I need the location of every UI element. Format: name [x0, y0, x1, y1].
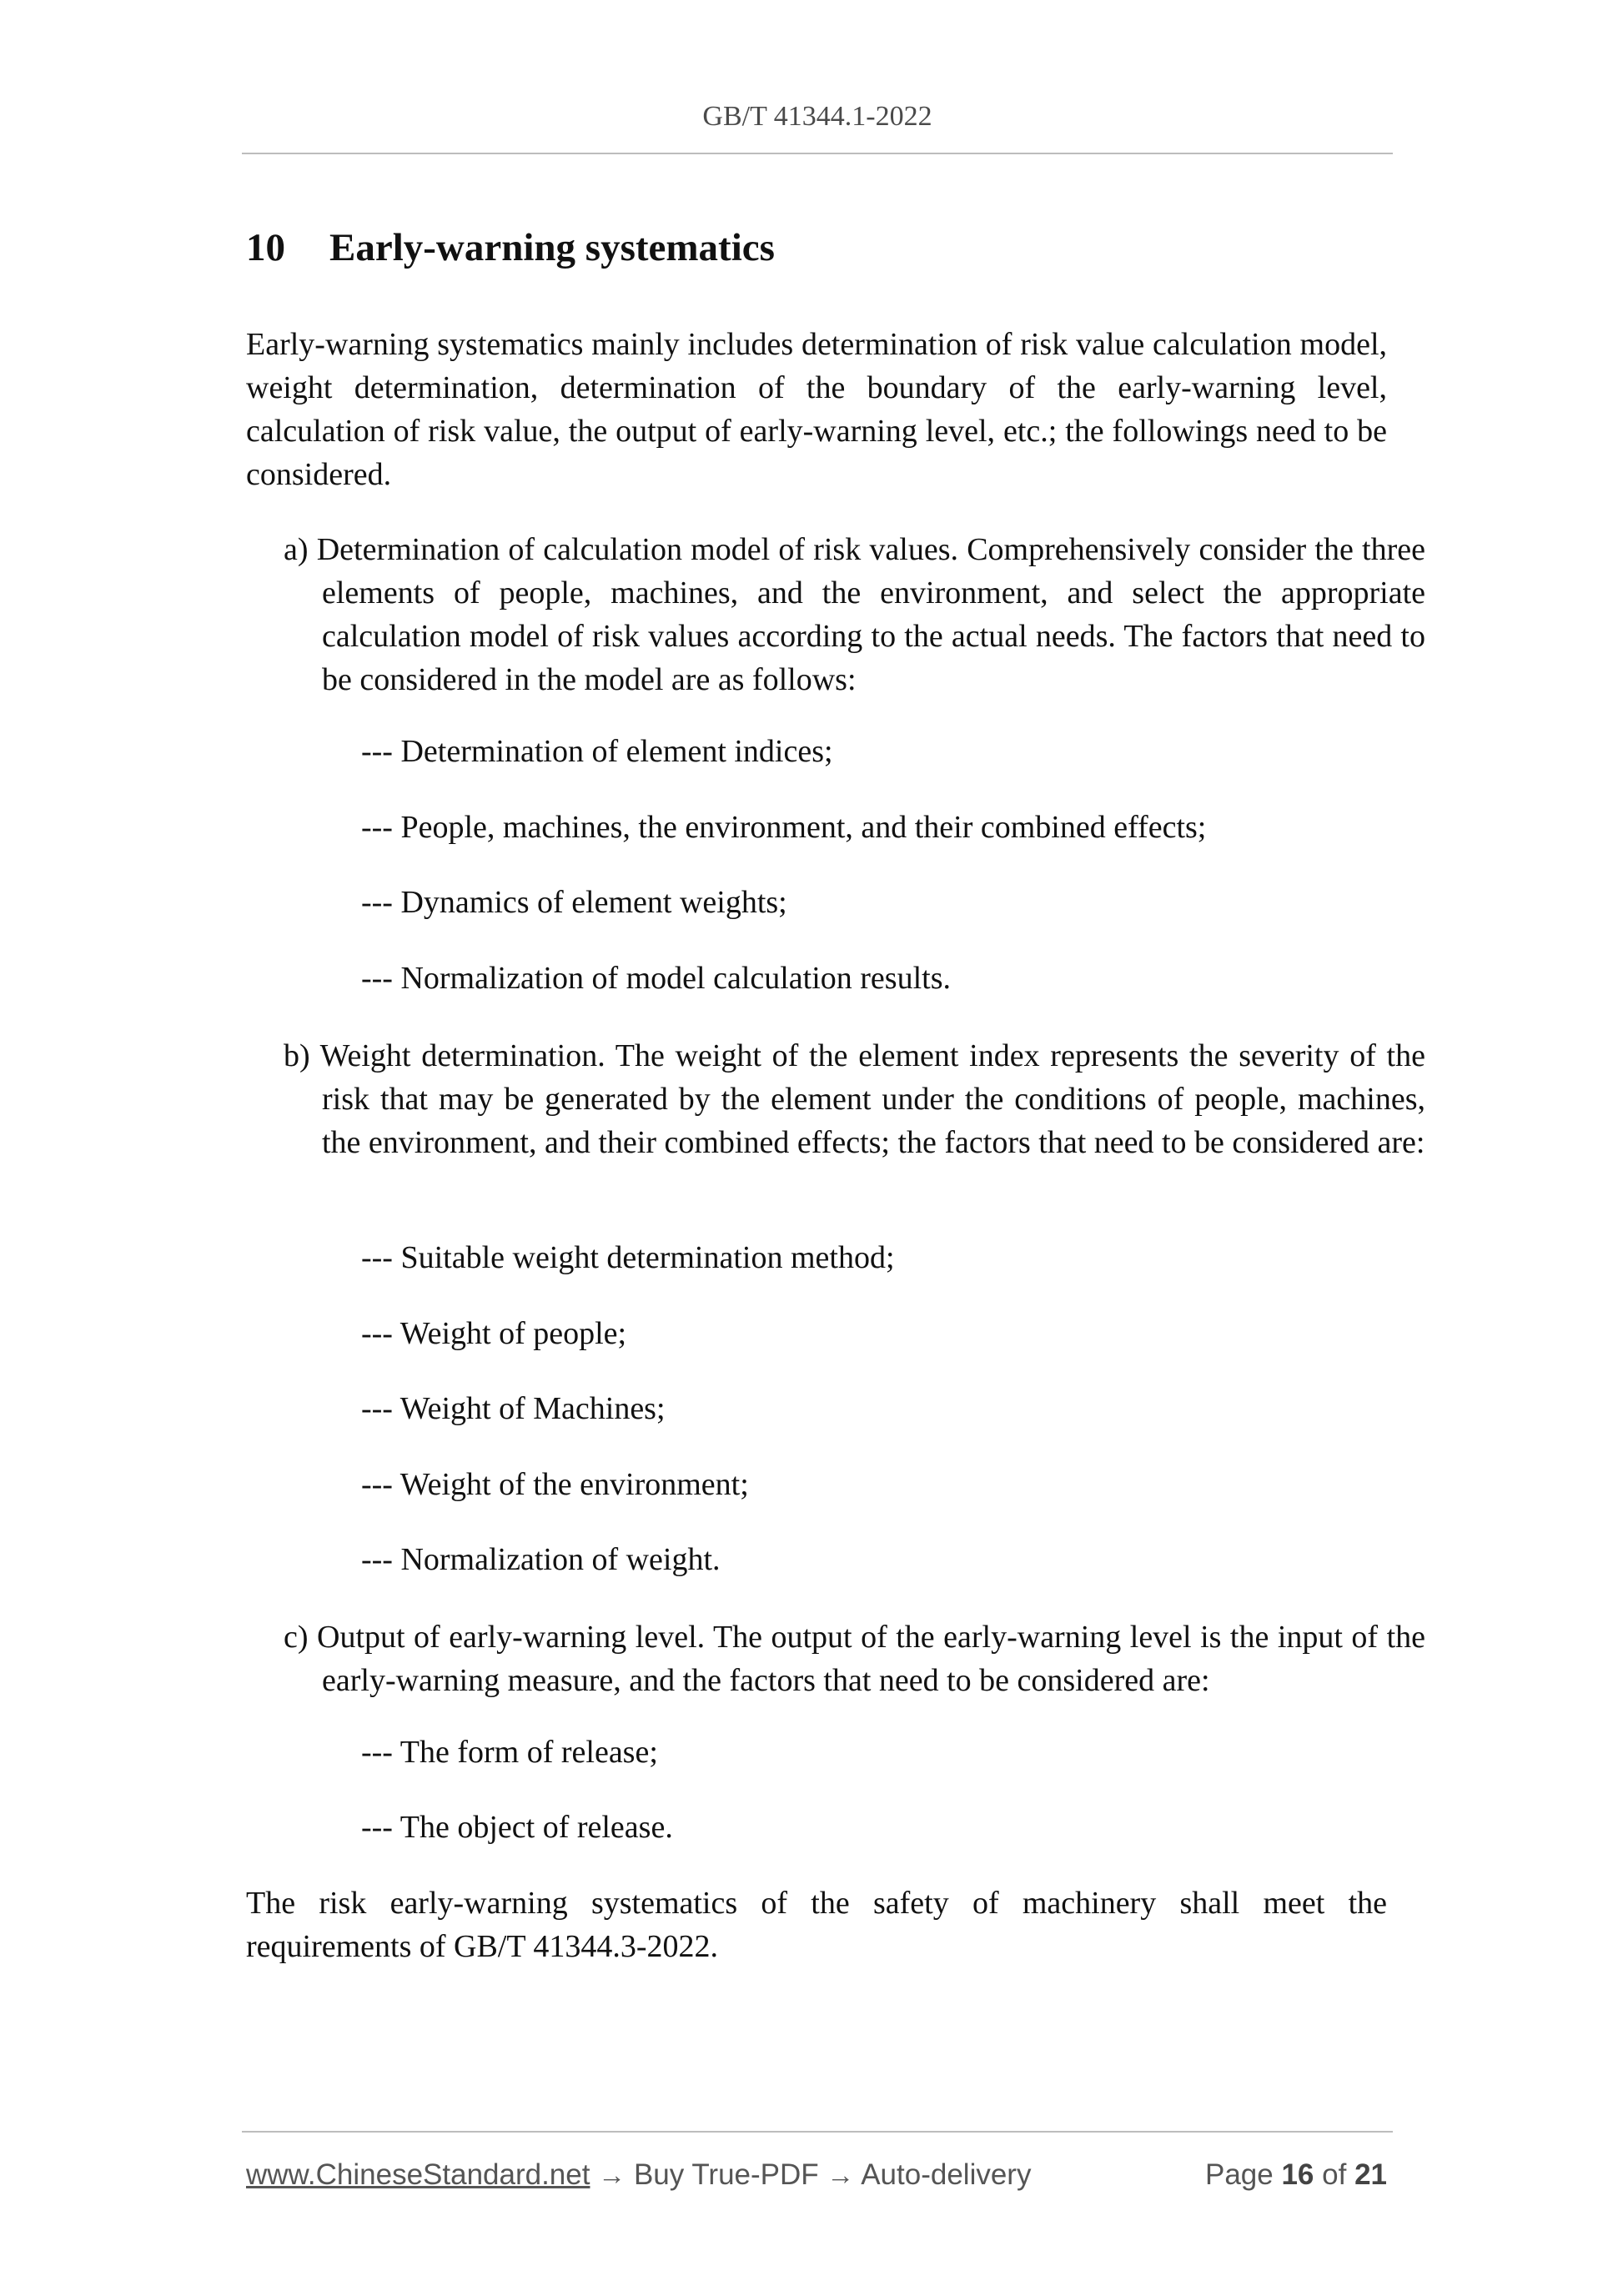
- dash-item: --- The object of release.: [361, 1810, 673, 1845]
- dash-item: --- Determination of element indices;: [361, 734, 833, 769]
- section-title: Early-warning systematics: [329, 226, 775, 269]
- arrow-right-icon: →: [598, 2159, 626, 2190]
- header-doc-id: GB/T 41344.1-2022: [702, 101, 932, 132]
- section-heading: [246, 221, 1397, 274]
- list-item-b: b) Weight determination. The weight of the element index represents the severity of the risk that may be generated by the element under the conditions of people, machines, the environment, and their combined effects; the factors that need to be considered are:: [284, 1038, 1425, 1160]
- dash-item: --- Dynamics of element weights;: [361, 885, 787, 920]
- dash-item: --- Weight of people;: [361, 1316, 627, 1351]
- dash-item: --- The form of release;: [361, 1735, 658, 1770]
- closing-paragraph: The risk early-warning systematics of the safety of machinery shall meet the requirements of GB/T 41344.3-2022.: [246, 1886, 1387, 1964]
- section-number: 10: [246, 226, 285, 269]
- dash-item: --- Normalization of model calculation results.: [361, 961, 951, 996]
- footer: [246, 2154, 1387, 2196]
- dash-item: --- People, machines, the environment, and their combined effects;: [361, 810, 1207, 845]
- current-page-number: 16: [1281, 2158, 1314, 2191]
- arrow-right-icon: →: [827, 2159, 855, 2190]
- footer-divider: [242, 2131, 1393, 2133]
- page-label: Page: [1204, 2158, 1274, 2191]
- intro-paragraph: Early-warning systematics mainly includes determination of risk value calculation model, weight determination, determination of the boundary of the early-warning level, calculation of risk value, the output of early-warning level, etc.; the followings need to be considered.: [246, 327, 1387, 492]
- dash-item: --- Weight of Machines;: [361, 1391, 666, 1426]
- dash-item: --- Suitable weight determination method;: [361, 1240, 895, 1275]
- footer-promo: [246, 2154, 1031, 2196]
- dash-item: --- Normalization of weight.: [361, 1542, 721, 1577]
- dash-item: --- Weight of the environment;: [361, 1467, 749, 1502]
- auto-delivery-text: Auto-delivery: [861, 2158, 1032, 2191]
- website-link[interactable]: www.ChineseStandard.net: [246, 2158, 590, 2191]
- list-item-c: c) Output of early-warning level. The output of the early-warning level is the input of the early-warning measure, and the factors that need to be considered are:: [284, 1620, 1425, 1698]
- buy-pdf-text: Buy True-PDF: [633, 2158, 819, 2191]
- header-divider: [242, 153, 1393, 154]
- total-page-number: 21: [1354, 2158, 1387, 2191]
- of-label: of: [1322, 2158, 1347, 2191]
- list-item-a: a) Determination of calculation model of risk values. Comprehensively consider the three elements of people, machines, and the environment, and select the appropriate calculation model of risk values according to the actual needs. The factors that need to be considered in the model are as follows:: [284, 532, 1425, 697]
- page-indicator: [1205, 2154, 1387, 2196]
